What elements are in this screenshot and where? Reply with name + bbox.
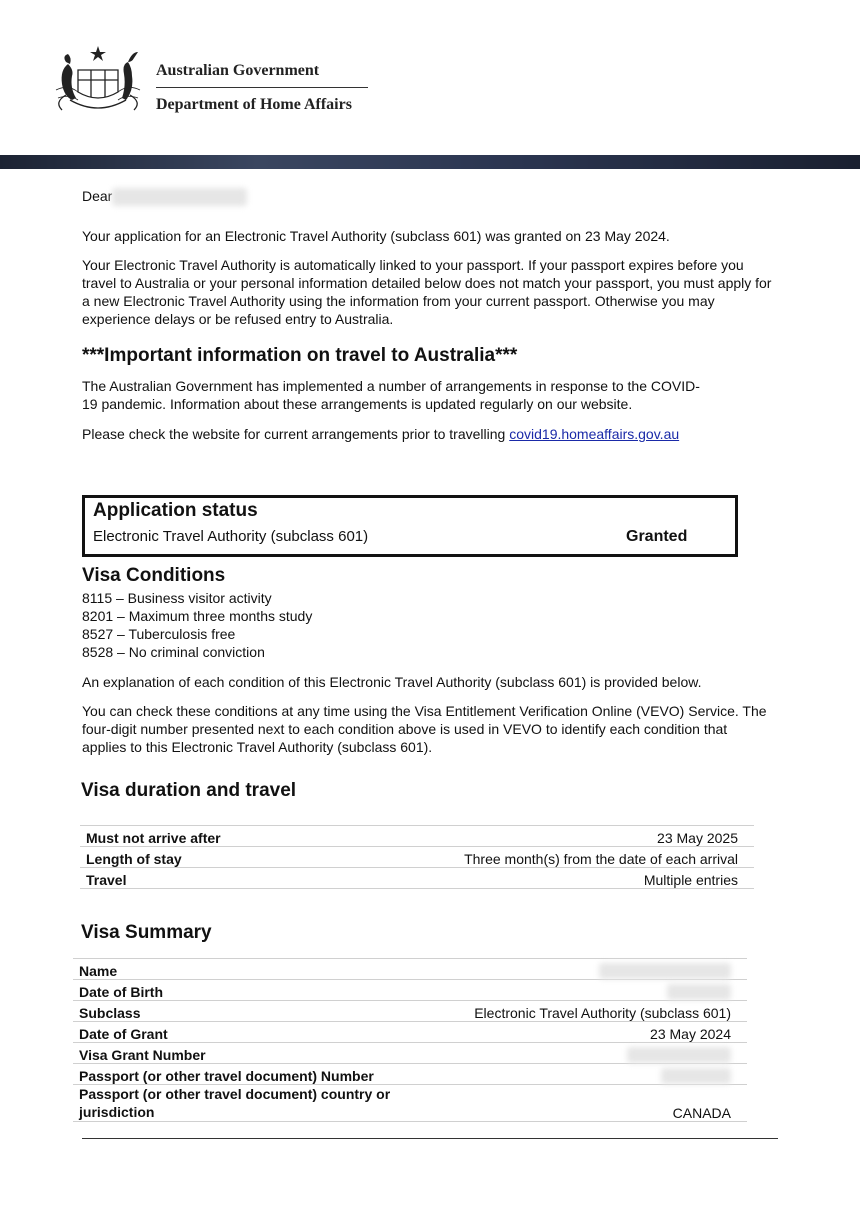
visa-duration-heading bbox=[81, 780, 296, 802]
summary-value bbox=[415, 980, 747, 1001]
condition-item: 8528 – No criminal conviction bbox=[82, 644, 265, 660]
visa-summary-heading bbox=[81, 922, 212, 944]
duration-value: Three month(s) from the date of each arrival bbox=[303, 847, 754, 868]
status-title: Application status bbox=[93, 500, 258, 521]
header-band bbox=[0, 155, 860, 169]
table-row bbox=[73, 1001, 747, 1022]
duration-label: Travel bbox=[80, 868, 303, 889]
visa-conditions-heading-text: Visa Conditions bbox=[82, 565, 226, 586]
table-row bbox=[73, 1022, 747, 1043]
table-row bbox=[73, 959, 747, 980]
summary-label: Passport (or other travel document) Number bbox=[73, 1064, 415, 1085]
grant-paragraph: Your application for an Electronic Travel Authority (subclass 601) was granted on 23 May 2024. bbox=[82, 228, 670, 244]
end-divider bbox=[82, 1138, 778, 1139]
summary-value bbox=[415, 959, 747, 980]
table-row bbox=[73, 1064, 747, 1085]
table-row bbox=[73, 1043, 747, 1064]
summary-label: Date of Grant bbox=[73, 1022, 415, 1043]
table-row bbox=[73, 1085, 747, 1122]
summary-value bbox=[415, 1043, 747, 1064]
visa-summary-heading-text: Visa Summary bbox=[81, 922, 212, 943]
coat-of-arms-logo bbox=[48, 40, 148, 120]
table-row bbox=[80, 847, 754, 868]
duration-label: Length of stay bbox=[80, 847, 303, 868]
summary-value bbox=[415, 1064, 747, 1085]
status-result: Granted bbox=[626, 528, 688, 545]
covid-paragraph: The Australian Government has implemented a number of arrangements in response to the COVID-19 pandemic. Information about these arrangements is updated regularly on our website. bbox=[82, 378, 700, 412]
summary-value: Electronic Travel Authority (subclass 601) bbox=[415, 1001, 747, 1022]
table-row bbox=[80, 868, 754, 889]
salutation: Dear bbox=[82, 188, 113, 204]
check-website-paragraph bbox=[82, 425, 772, 443]
redacted-date-of-birth bbox=[667, 984, 731, 1000]
redacted-name bbox=[112, 188, 247, 206]
check-website-text: Please check the website for current arrangements prior to travelling bbox=[82, 426, 510, 442]
summary-label: Visa Grant Number bbox=[73, 1043, 415, 1064]
vevo-paragraph: You can check these conditions at any time using the Visa Entitlement Verification Online (VEVO) Service. The four-digit number presented next to each condition above is used in VEVO to identify each condition that applies to this Electronic Travel Authority (subclass 601). bbox=[82, 703, 767, 755]
duration-value: Multiple entries bbox=[303, 868, 754, 889]
summary-label: Date of Birth bbox=[73, 980, 415, 1001]
covid-website-link[interactable]: covid19.homeaffairs.gov.au bbox=[509, 426, 680, 442]
visa-conditions-heading bbox=[82, 565, 225, 587]
government-name: Australian Government bbox=[156, 62, 320, 79]
summary-value: CANADA bbox=[415, 1085, 747, 1122]
visa-duration-heading-text: Visa duration and travel bbox=[81, 780, 297, 801]
table-row bbox=[73, 980, 747, 1001]
condition-item: 8201 – Maximum three months study bbox=[82, 608, 313, 624]
condition-item: 8527 – Tuberculosis free bbox=[82, 626, 236, 642]
summary-value: 23 May 2024 bbox=[415, 1022, 747, 1043]
summary-label: Name bbox=[73, 959, 415, 980]
duration-value: 23 May 2025 bbox=[303, 826, 754, 847]
visa-summary-table bbox=[73, 958, 747, 1122]
department-name: Department of Home Affairs bbox=[156, 96, 352, 113]
header-divider bbox=[156, 87, 368, 88]
important-heading bbox=[82, 345, 517, 367]
redacted-passport-number bbox=[661, 1068, 731, 1084]
salutation-line bbox=[82, 187, 772, 206]
summary-label: Subclass bbox=[73, 1001, 415, 1022]
conditions-explanation: An explanation of each condition of this Electronic Travel Authority (subclass 601) is provided below. bbox=[82, 674, 702, 690]
application-status-box bbox=[82, 495, 738, 557]
status-visa-name: Electronic Travel Authority (subclass 601) bbox=[93, 528, 369, 545]
condition-item: 8115 – Business visitor activity bbox=[82, 590, 272, 606]
visa-duration-table bbox=[80, 825, 754, 889]
summary-label: Passport (or other travel document) country or jurisdiction bbox=[73, 1085, 415, 1122]
redacted-name bbox=[599, 963, 731, 979]
redacted-grant-number bbox=[627, 1047, 731, 1063]
passport-link-paragraph: Your Electronic Travel Authority is automatically linked to your passport. If your passport expires before you travel to Australia or your personal information detailed below does not match your passport, you must apply for a new Electronic Travel Authority using the information from your current passport. Otherwise you may experience delays or be refused entry to Australia. bbox=[82, 257, 772, 327]
duration-label: Must not arrive after bbox=[80, 826, 303, 847]
important-heading-text: ***Important information on travel to Australia*** bbox=[82, 345, 518, 366]
table-row bbox=[80, 826, 754, 847]
